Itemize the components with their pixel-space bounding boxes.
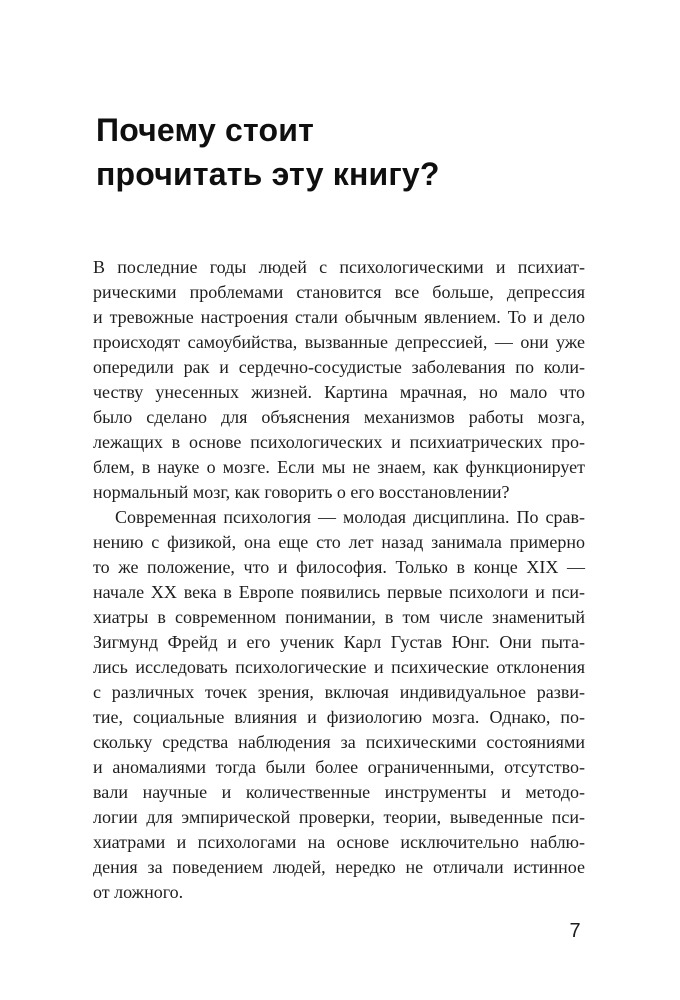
text-line: нению с физикой, она еще сто лет назад занимала примерно — [93, 532, 585, 552]
text-line: было сделано для объяснения механизмов работы мозга, — [93, 407, 585, 427]
text-line: блем, в науке о мозге. Если мы не знаем, как функционирует — [93, 457, 585, 477]
text-line: честву унесенных жизней. Картина мрачная, но мало что — [93, 382, 585, 402]
text-line: с различных точек зрения, включая индивидуальное разви- — [93, 682, 585, 702]
text-line: хиатры в современном понимании, в том числе знаменитый — [93, 607, 585, 627]
text-line: начале XX века в Европе появились первые психологи и пси- — [93, 582, 585, 602]
text-line: дения за поведением людей, нередко не отличали истинное — [93, 857, 585, 877]
text-line: лись исследовать психологические и психические отклонения — [93, 657, 585, 677]
text-line: Зигмунд Фрейд и его ученик Карл Густав Юнг. Они пыта- — [93, 632, 585, 652]
chapter-title — [96, 108, 596, 196]
chapter-title-line-1: Почему стоит — [96, 112, 314, 148]
paragraph — [93, 255, 585, 505]
text-line: рическими проблемами становится все больше, депрессия — [93, 282, 585, 302]
text-line: происходят самоубийства, вызванные депрессией, — они уже — [93, 332, 585, 352]
chapter-title-line-2: прочитать эту книгу? — [96, 156, 440, 192]
text-line: нормальный мозг, как говорить о его восстановлении? — [93, 482, 510, 502]
text-line: и аномалиями тогда были более ограниченными, отсутство- — [93, 757, 585, 777]
text-line: логии для эмпирической проверки, теории, выведенные пси- — [93, 807, 585, 827]
text-line: В последние годы людей с психологическими и психиат- — [93, 257, 585, 277]
text-line: вали научные и количественные инструменты и методо- — [93, 782, 585, 802]
text-line: Современная психология — молодая дисциплина. По срав- — [115, 507, 585, 527]
body-text — [93, 255, 585, 905]
text-line: и тревожные настроения стали обычным явлением. То и дело — [93, 307, 585, 327]
text-line: от ложного. — [93, 882, 184, 902]
text-line: скольку средства наблюдения за психическими состояниями — [93, 732, 585, 752]
paragraph — [93, 505, 585, 905]
text-line: лежащих в основе психологических и психиатрических про- — [93, 432, 585, 452]
page-number: 7 — [569, 920, 581, 942]
text-line: тие, социальные влияния и физиологию мозга. Однако, по- — [93, 707, 585, 727]
text-line: хиатрами и психологами на основе исключительно наблю- — [93, 832, 585, 852]
text-line: опередили рак и сердечно-сосудистые заболевания по коли- — [93, 357, 585, 377]
text-line: то же положение, что и философия. Только в конце XIX — — [93, 557, 585, 577]
